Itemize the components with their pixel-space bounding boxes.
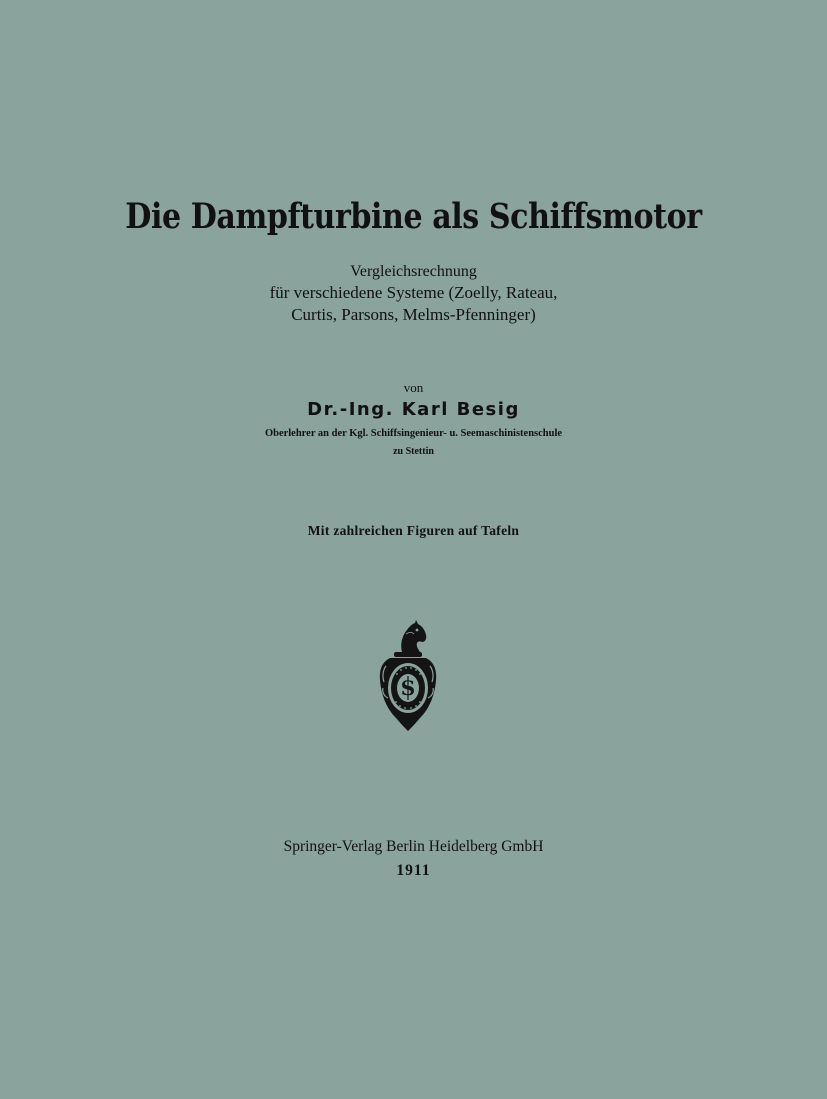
springer-knight-logo-icon [376,618,440,734]
book-title: Die Dampfturbine als Schiffsmotor [125,196,702,237]
author-name: Dr.-Ing. Karl Besig [307,399,520,420]
author-affiliation: Oberlehrer an der Kgl. Schiffsingenieur- u. Seemaschinistenschule [264,428,563,439]
subtitle-line-1: Vergleichsrechnung [350,263,477,280]
svg-text:S: S [400,676,416,700]
author-location: zu Stettin [393,446,434,457]
subtitle-line-3: Curtis, Parsons, Melms-Pfenninger) [291,305,536,324]
figures-note: Mit zahlreichen Figuren auf Tafeln [307,523,520,538]
publication-year: 1911 [396,862,431,879]
byline-von: von [403,380,424,395]
subtitle-line-2: für verschiedene Systeme (Zoelly, Rateau, [269,283,558,302]
publisher-name: Springer-Verlag Berlin Heidelberg GmbH [283,838,544,855]
